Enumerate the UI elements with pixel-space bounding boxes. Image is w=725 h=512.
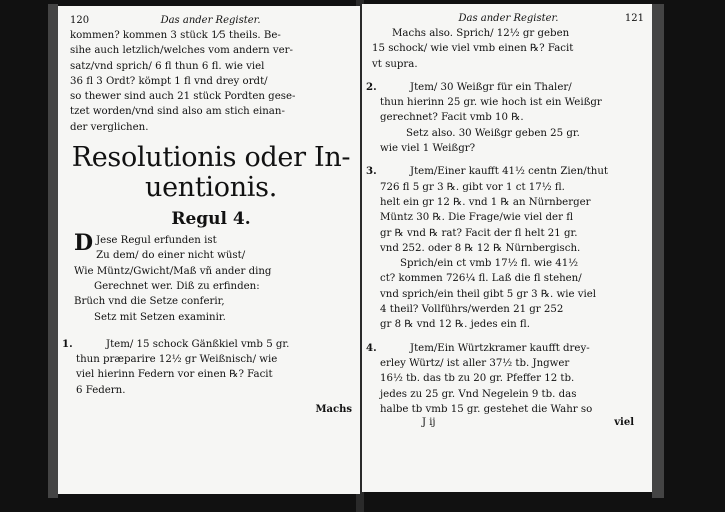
- item-line: vnd 252. oder 8 ℞ 12 ℞ Nürnbergisch.: [380, 242, 581, 254]
- left-item-1: [62, 337, 352, 398]
- item-number: 2.: [366, 80, 377, 93]
- verse-line: Zu dem/ do einer nicht wüst/: [96, 250, 246, 262]
- text-line: so thewer sind auch 21 stück Pordten gese-: [70, 91, 296, 103]
- item-number: 4.: [366, 341, 377, 354]
- section-heading-line2: uentionis.: [145, 172, 277, 204]
- item-line: gr 8 ℞ vnd 12 ℞. jedes ein fl.: [380, 319, 530, 331]
- item-line: ct? kommen 726¼ fl. Laß die fl stehen/: [380, 273, 582, 285]
- left-catchword: Machs: [315, 404, 352, 416]
- item-line: viel hierinn Federn vor einen ℞? Facit: [76, 369, 273, 381]
- text-line: vt supra.: [372, 58, 418, 70]
- regul-title: Regul 4.: [171, 209, 251, 230]
- text-line: 36 fl 3 Ordt? kömpt 1 fl vnd drey ordt/: [70, 75, 268, 87]
- item-line: Jtem/ 30 Weißgr für ein Thaler/: [410, 81, 572, 93]
- verse-line: Gerechnet wer. Diß zu erfinden:: [94, 280, 260, 292]
- item-line: Setz also. 30 Weißgr geben 25 gr.: [406, 127, 580, 139]
- text-line: Machs also. Sprich/ 12½ gr geben: [392, 28, 570, 39]
- item-line: gerechnet? Facit vmb 10 ℞.: [380, 112, 524, 124]
- right-page-header: [372, 10, 644, 26]
- item-line: gr ℞ vnd ℞ rat? Facit der fl helt 21 gr.: [380, 227, 578, 239]
- item-line: vnd sprich/ein theil gibt 5 gr 3 ℞. wie viel: [380, 288, 597, 300]
- right-intro: [372, 26, 644, 72]
- item-line: jedes zu 25 gr. Vnd Negelein 9 tb. das: [380, 388, 577, 400]
- verse-line: Setz mit Setzen examinir.: [94, 311, 226, 323]
- verse-line: Jese Regul erfunden ist: [96, 235, 217, 247]
- item-line: Jtem/ 15 schock Gänßkiel vmb 5 gr.: [106, 338, 290, 350]
- item-line: thun hierinn 25 gr. wie hoch ist ein Weißgr: [380, 97, 602, 109]
- right-item-2: [366, 80, 644, 156]
- signature-mark: J ij: [422, 417, 436, 429]
- item-line: 6 Federn.: [76, 384, 126, 396]
- left-running-title: Das ander Register.: [160, 14, 261, 26]
- section-heading-line1: Resolutionis oder In-: [71, 142, 351, 174]
- item-line: thun præparire 12½ gr Weißnisch/ wie: [76, 354, 278, 366]
- item-line: Jtem/Einer kaufft 41½ centn Zien/thut: [410, 166, 609, 178]
- right-page-number: 121: [624, 12, 644, 24]
- right-page-footer: [372, 417, 644, 428]
- item-line: helt ein gr 12 ℞. vnd 1 ℞ an Nürnberger: [380, 196, 591, 208]
- text-line: sihe auch letzlich/welches vom andern ver-: [70, 45, 293, 57]
- left-page-header: [70, 12, 352, 28]
- left-page: [58, 6, 360, 494]
- item-number: 1.: [62, 337, 73, 350]
- item-line: halbe tb vmb 15 gr. gestehet die Wahr so: [380, 403, 593, 415]
- right-item-3: [366, 164, 644, 332]
- verse-line: Brüch vnd die Setze conferir,: [74, 296, 225, 308]
- verse-line: Wie Müntz/Gwicht/Maß vñ ander ding: [74, 265, 272, 277]
- text-line: satz/vnd sprich/ 6 fl thun 6 fl. wie viel: [70, 60, 265, 72]
- item-number: 3.: [366, 165, 377, 178]
- right-page: [362, 4, 652, 492]
- text-line: 15 schock/ wie viel vmb einen ℞? Facit: [372, 43, 574, 55]
- item-line: 4 theil? Vollführs/werden 21 gr 252: [380, 304, 564, 316]
- item-line: erley Würtz/ ist aller 37½ tb. Jngwer: [380, 357, 570, 369]
- text-line: tzet worden/vnd sind also am stich einan-: [70, 106, 285, 118]
- right-running-title: Das ander Register.: [458, 12, 559, 24]
- item-line: Jtem/Ein Würtzkramer kaufft drey-: [410, 342, 590, 354]
- right-item-4: [366, 341, 644, 417]
- right-page-edge: [652, 4, 664, 498]
- text-line: der verglichen.: [70, 121, 149, 133]
- regul-verse: [70, 230, 352, 325]
- left-page-number: 120: [70, 14, 90, 26]
- left-top-text: [70, 28, 352, 135]
- item-line: Sprich/ein ct vmb 17½ fl. wie 41½: [400, 258, 579, 270]
- item-line: wie viel 1 Weißgr?: [380, 143, 476, 155]
- item-line: 726 fl 5 gr 3 ℞. gibt vor 1 ct 17½ fl.: [380, 181, 565, 193]
- left-page-edge: [48, 4, 58, 498]
- item-line: 16½ tb. das tb zu 20 gr. Pfeffer 12 tb.: [380, 373, 575, 385]
- text-line: kommen? kommen 3 stück 1⁄5 theils. Be-: [70, 30, 281, 41]
- item-line: Müntz 30 ℞. Die Frage/wie viel der fl: [380, 212, 573, 224]
- drop-cap: D: [74, 230, 94, 257]
- right-catchword: viel: [614, 417, 634, 429]
